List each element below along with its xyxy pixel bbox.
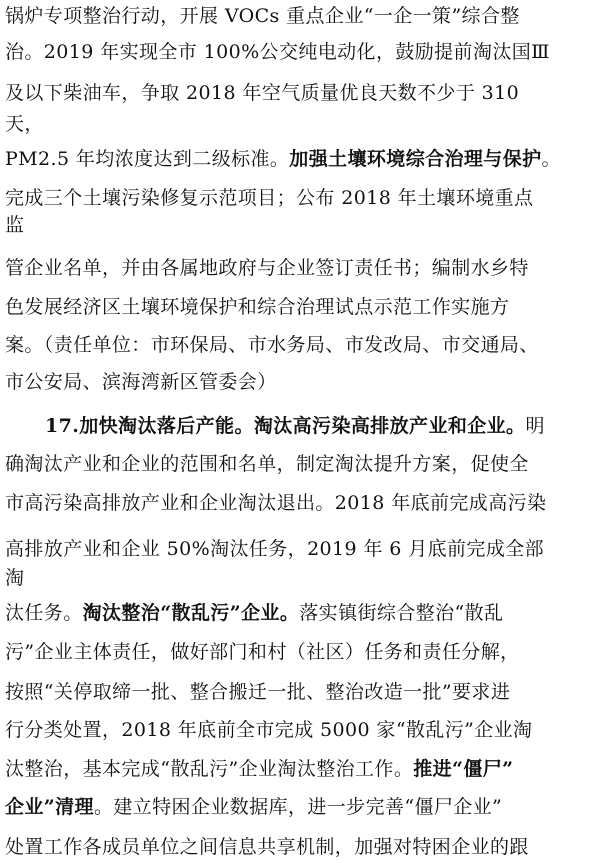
text-line — [5, 537, 597, 561]
text-run: 淘 — [5, 567, 25, 589]
text-run: 。 — [541, 148, 561, 170]
text-line — [5, 4, 597, 28]
text-line — [5, 491, 597, 515]
text-line — [5, 795, 597, 819]
text-run: 色发展经济区土壤环境保护和综合治理试点示范工作实施方 — [5, 296, 510, 318]
text-run: 明 — [525, 415, 545, 437]
heading-run: 17.加快淘汰落后产能。淘汰高污染高排放产业和企业。 — [45, 415, 526, 437]
text-run: 完成三个土壤污染修复示范项目；公布 2018 年土壤环境重点 — [5, 187, 534, 209]
heading-run: 加强土壤环境综合治理与保护 — [289, 148, 542, 170]
text-run: 确淘汰产业和企业的范围和名单，制定淘汰提升方案，促使全 — [5, 453, 529, 475]
text-line — [5, 835, 597, 859]
text-run: PM2.5 年均浓度达到二级标准。 — [5, 148, 290, 170]
text-line — [5, 452, 597, 476]
text-line — [5, 757, 597, 781]
text-run: 治。2019 年实现全市 100%公交纯电动化，鼓励提前淘汰国Ⅲ — [5, 41, 550, 63]
text-line — [5, 147, 597, 171]
text-line — [5, 333, 597, 357]
text-line — [5, 40, 597, 64]
text-run: 及以下柴油车，争取 2018 年空气质量优良天数不少于 310 — [5, 82, 520, 104]
text-run: 行分类处置，2018 年底前全市完成 5000 家“散乱污”企业淘 — [5, 719, 533, 741]
text-run: 汰整治，基本完成“散乱污”企业淘汰整治工作。 — [5, 758, 414, 780]
text-run: 落实镇街综合整治“散乱 — [299, 602, 504, 624]
text-line — [5, 718, 597, 742]
text-line — [5, 256, 597, 280]
text-line — [5, 213, 597, 237]
text-line — [5, 370, 597, 394]
text-line — [5, 680, 597, 704]
text-run: 。建立特困企业数据库，进一步完善“僵尸企业” — [93, 796, 503, 818]
text-line — [5, 112, 597, 136]
heading-run: 企业”清理 — [5, 796, 94, 818]
text-run: 管企业名单，并由各属地政府与企业签订责任书；编制水乡特 — [5, 257, 529, 279]
text-run: 市公安局、滨海湾新区管委会） — [5, 371, 277, 393]
text-line — [5, 186, 597, 210]
text-line — [5, 295, 597, 319]
text-line — [5, 566, 597, 590]
text-run: 案。（责任单位：市环保局、市水务局、市发改局、市交通局、 — [5, 334, 539, 356]
text-run: 处置工作各成员单位之间信息共享机制，加强对特困企业的跟 — [5, 836, 529, 858]
text-line — [45, 414, 597, 438]
text-run: 锅炉专项整治行动，开展 VOCs 重点企业“一企一策”综合整 — [5, 5, 520, 27]
text-run: 按照“关停取缔一批、整合搬迁一批、整治改造一批”要求进 — [5, 681, 511, 703]
text-run: 汰任务。 — [5, 602, 83, 624]
text-run: 监 — [5, 214, 25, 236]
text-line — [5, 81, 597, 105]
text-line — [5, 640, 597, 664]
heading-run: 推进“僵尸” — [413, 758, 514, 780]
heading-run: 淘汰整治“散乱污”企业。 — [82, 602, 300, 624]
text-line — [5, 601, 597, 625]
text-run: 市高污染高排放产业和企业淘汰退出。2018 年底前完成高污染 — [5, 492, 547, 514]
text-run: 污”企业主体责任，做好部门和村（社区）任务和责任分解， — [5, 641, 520, 663]
text-run: 高排放产业和企业 50%淘汰任务，2019 年 6 月底前完成全部 — [5, 538, 545, 560]
text-run: 天， — [5, 113, 44, 135]
